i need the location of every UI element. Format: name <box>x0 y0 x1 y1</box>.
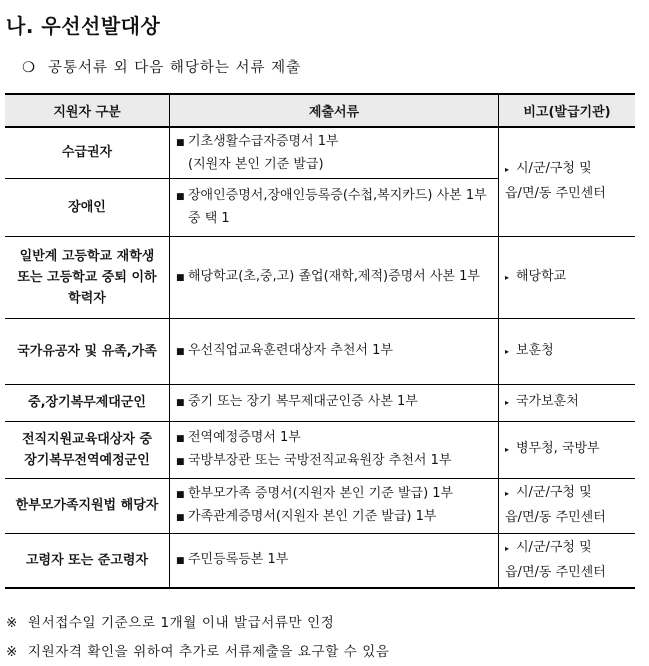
document-item: ■ 한부모가족 증명서(지원자 본인 기준 발급) 1부 <box>176 483 492 506</box>
circle-bullet-icon: ❍ <box>22 60 36 76</box>
category-cell: 한부모가족지원법 해당자 <box>5 478 170 533</box>
issuer-cell <box>499 127 636 236</box>
note-line <box>6 640 390 660</box>
category-cell: 수급권자 <box>5 127 170 178</box>
issuer-cell <box>499 533 636 588</box>
square-bullet-icon: ■ <box>176 489 185 500</box>
category-cell: 장애인 <box>5 178 170 236</box>
square-bullet-icon: ■ <box>176 433 185 444</box>
note-text: 지원자격 확인을 위하여 추가로 서류제출을 요구할 수 있음 <box>27 644 390 660</box>
table-row <box>5 384 635 421</box>
square-bullet-icon: ■ <box>176 137 185 148</box>
triangle-bullet-icon: ▸ <box>505 272 510 282</box>
triangle-bullet-icon: ▸ <box>505 165 510 175</box>
documents-cell <box>170 478 499 533</box>
triangle-bullet-icon: ▸ <box>505 346 510 356</box>
category-cell: 전직지원교육대상자 중 장기복무전역예정군인 <box>5 421 170 478</box>
table-row <box>5 236 635 318</box>
issuer-cell <box>499 421 636 478</box>
document-item-note: (지원자 본인 기준 발급) <box>188 156 324 172</box>
document-item: ■ 해당학교(초,중,고) 졸업(재학,제적)증명서 사본 1부 <box>176 266 492 289</box>
table-row <box>5 533 635 588</box>
triangle-bullet-icon: ▸ <box>505 445 510 454</box>
category-cell: 일반계 고등학교 재학생 또는 고등학교 중퇴 이하 학력자 <box>5 236 170 318</box>
issuer-item: ▸ 국가보훈처 <box>505 390 629 415</box>
documents-cell <box>170 236 499 318</box>
triangle-bullet-icon: ▸ <box>505 543 510 553</box>
issuer-item-cont: 읍/면/동 주민센터 <box>505 564 606 580</box>
documents-cell <box>170 384 499 421</box>
subtitle-line <box>22 56 301 77</box>
note-text: 원서접수일 기준으로 1개월 이내 발급서류만 인정 <box>27 615 335 631</box>
category-cell: 국가유공자 및 유족,가족 <box>5 318 170 384</box>
documents-cell <box>170 318 499 384</box>
document-item: ■ 우선직업교육훈련대상자 추천서 1부 <box>176 340 492 363</box>
square-bullet-icon: ■ <box>176 192 185 202</box>
square-bullet-icon: ■ <box>176 456 185 467</box>
table-header-row <box>5 94 635 127</box>
category-cell: 중,장기복무제대군인 <box>5 384 170 421</box>
documents-cell <box>170 127 499 178</box>
issuer-item: ▸ 병무청, 국방부 <box>505 437 629 462</box>
issuer-item: ▸ 시/군/구청 및 <box>505 157 629 182</box>
documents-cell <box>170 533 499 588</box>
reference-mark-icon: ※ <box>6 644 18 660</box>
priority-selection-table <box>5 93 635 589</box>
reference-mark-icon: ※ <box>6 615 18 631</box>
documents-cell <box>170 421 499 478</box>
section-title: 나. 우선선발대상 <box>6 14 161 38</box>
document-item: ■ 가족관계증명서(지원자 본인 기준 발급) 1부 <box>176 506 492 529</box>
issuer-cell <box>499 384 636 421</box>
documents-cell <box>170 178 499 236</box>
document-item: ■ 주민등록등본 1부 <box>176 549 492 572</box>
issuer-cell <box>499 236 636 318</box>
square-bullet-icon: ■ <box>176 512 185 523</box>
square-bullet-icon: ■ <box>176 346 185 357</box>
issuer-cell <box>499 318 636 384</box>
header-required-documents: 제출서류 <box>170 94 499 127</box>
table-row <box>5 421 635 478</box>
header-applicant-type: 지원자 구분 <box>5 94 170 127</box>
square-bullet-icon: ■ <box>176 555 185 566</box>
header-issuing-agency: 비고(발급기관) <box>499 94 636 127</box>
document-item: ■ 국방부장관 또는 국방전직교육원장 추천서 1부 <box>176 450 492 473</box>
issuer-item: ▸ 시/군/구청 및 <box>505 481 629 506</box>
square-bullet-icon: ■ <box>176 272 185 283</box>
table-row <box>5 127 635 178</box>
category-cell: 고령자 또는 준고령자 <box>5 533 170 588</box>
table-row <box>5 478 635 533</box>
issuer-item-cont: 읍/면/동 주민센터 <box>505 186 606 202</box>
issuer-item: ▸ 해당학교 <box>505 265 629 290</box>
subtitle-text: 공통서류 외 다음 해당하는 서류 제출 <box>48 60 302 76</box>
issuer-item: ▸ 보훈청 <box>505 339 629 364</box>
note-line <box>6 611 334 631</box>
triangle-bullet-icon: ▸ <box>505 398 510 407</box>
issuer-item-cont: 읍/면/동 주민센터 <box>505 510 606 525</box>
document-item: ■ 전역예정증명서 1부 <box>176 427 492 450</box>
document-item: ■ 기초생활수급자증명서 1부 <box>176 131 492 154</box>
square-bullet-icon: ■ <box>176 398 185 408</box>
issuer-item: ▸ 시/군/구청 및 <box>505 536 629 561</box>
triangle-bullet-icon: ▸ <box>505 489 510 498</box>
document-item: ■ 중기 또는 장기 복무제대군인증 사본 1부 <box>176 391 492 414</box>
table-row <box>5 318 635 384</box>
issuer-cell <box>499 478 636 533</box>
document-item: ■ 장애인증명서,장애인등록증(수첩,복지카드) 사본 1부 중 택 1 <box>176 188 487 226</box>
